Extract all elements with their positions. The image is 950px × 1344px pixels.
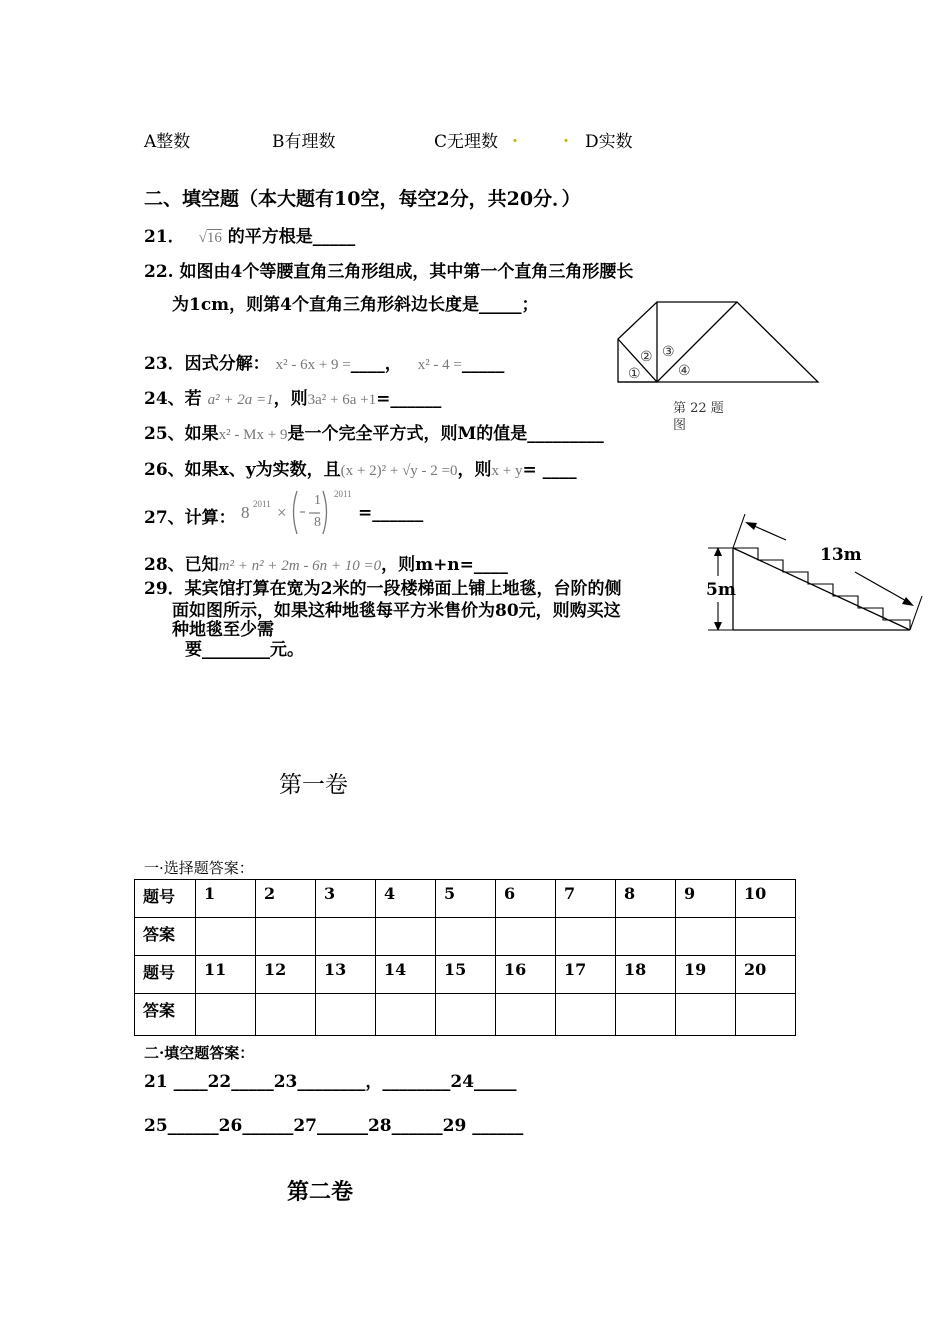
- answer-cell[interactable]: [436, 918, 496, 956]
- fraction-denominator: 8: [314, 515, 321, 530]
- section-heading: 二、填空题（本大题有10空，每空2分，共20分．）: [144, 188, 581, 210]
- answer-cell[interactable]: [256, 918, 316, 956]
- table-cell: 20: [736, 956, 796, 994]
- math-expression: x² - Mx + 9: [218, 427, 288, 443]
- question-21: [144, 222, 355, 247]
- option-d: D实数: [585, 132, 633, 152]
- question-23: [144, 349, 504, 374]
- figure-label-2: ②: [640, 349, 653, 365]
- table-cell: 13: [316, 956, 376, 994]
- fill-answers-line: 25______26______27______28______29 ______: [144, 1116, 524, 1136]
- table-row: [135, 994, 796, 1036]
- table-cell: 16: [496, 956, 556, 994]
- option-a: A整数: [144, 132, 191, 152]
- question-22-line2: 为1cm，则第4个直角三角形斜边长度是_____；: [172, 295, 539, 315]
- table-cell: 8: [616, 880, 676, 918]
- question-29-line3: 种地毯至少需: [172, 620, 274, 640]
- math-expression: (x + 2)² + √y - 2 =0: [340, 463, 458, 479]
- question-text: ，则: [457, 460, 492, 480]
- height-label: 5m: [706, 580, 736, 600]
- math-expression: x + y: [491, 463, 523, 479]
- answer-cell[interactable]: [676, 994, 736, 1036]
- answer-cell[interactable]: [736, 994, 796, 1036]
- table-cell: 10: [736, 880, 796, 918]
- table-cell: 12: [256, 956, 316, 994]
- figure-label-4: ④: [678, 363, 691, 379]
- choice-answers-label: 一·选择题答案：: [144, 859, 254, 877]
- power-exponent: 2011: [334, 489, 352, 499]
- table-cell: 14: [376, 956, 436, 994]
- question-26: [144, 455, 577, 480]
- answer-cell[interactable]: [316, 918, 376, 956]
- answer-table: [134, 879, 796, 1036]
- option-b: B有理数: [272, 132, 336, 152]
- answer-cell[interactable]: [556, 994, 616, 1036]
- fill-answers-line: 21 ____22_____23________，________24_____: [144, 1072, 517, 1092]
- staircase-figure: [700, 510, 925, 638]
- math-expression: m² + n² + 2m - 6n + 10 =0: [218, 558, 382, 574]
- question-text: 28、已知: [144, 555, 219, 575]
- table-header-cell: 答案: [135, 994, 196, 1036]
- hypotenuse-label: 13m: [820, 545, 862, 565]
- table-cell: 4: [376, 880, 436, 918]
- figure-label-1: ①: [628, 366, 641, 382]
- question-22-line1: 22. 如图由4个等腰直角三角形组成，其中第一个直角三角形腰长: [144, 262, 634, 282]
- sqrt-expression: √16: [198, 230, 222, 246]
- figure-label-3: ③: [662, 344, 675, 360]
- table-cell: 6: [496, 880, 556, 918]
- fraction-numerator: 1: [314, 493, 321, 508]
- table-header-cell: 题号: [135, 880, 196, 918]
- table-cell: 3: [316, 880, 376, 918]
- answer-cell[interactable]: [676, 918, 736, 956]
- answer-cell[interactable]: [436, 994, 496, 1036]
- answer-cell[interactable]: [736, 918, 796, 956]
- answer-cell[interactable]: [196, 994, 256, 1036]
- question-24: [144, 384, 441, 409]
- question-text: ，则: [273, 389, 308, 409]
- question-28: [144, 550, 508, 575]
- question-text: 的平方根是_____: [227, 227, 356, 247]
- math-expression: x² - 4 =: [417, 357, 462, 373]
- table-cell: 1: [196, 880, 256, 918]
- answer-blank: _____: [461, 354, 505, 374]
- table-cell: 15: [436, 956, 496, 994]
- table-cell: 2: [256, 880, 316, 918]
- paren-fraction: [289, 488, 331, 538]
- table-header-cell: 答案: [135, 918, 196, 956]
- answer-cell[interactable]: [616, 918, 676, 956]
- math-expression: 3a² + 6a +1: [307, 392, 377, 408]
- table-cell: 19: [676, 956, 736, 994]
- question-29-line4: 要________元。: [185, 640, 304, 660]
- answer-cell[interactable]: [196, 918, 256, 956]
- answer-blank: =______: [376, 389, 442, 409]
- volume-title: 第二卷: [287, 1179, 354, 1205]
- question-text: 25、如果: [144, 424, 219, 444]
- question-text: 是一个完全平方式，则M的值是_________: [287, 424, 604, 444]
- table-cell: 18: [616, 956, 676, 994]
- figure-caption: 图: [673, 418, 687, 433]
- answer-cell[interactable]: [376, 918, 436, 956]
- question-number: 21．: [144, 227, 185, 247]
- triangle-figure: [612, 298, 824, 388]
- dot-mark: .: [512, 127, 518, 147]
- fill-answers-label: 二·填空题答案：: [144, 1044, 255, 1062]
- answer-blank: = ____: [522, 460, 577, 480]
- question-text: 23．因式分解：: [144, 354, 270, 374]
- question-25: [144, 419, 604, 444]
- table-row: [135, 956, 796, 994]
- answer-blank: ，则m+n=____: [381, 555, 508, 575]
- table-header-cell: 题号: [135, 956, 196, 994]
- answer-blank: ____，: [350, 354, 402, 374]
- answer-cell[interactable]: [376, 994, 436, 1036]
- table-cell: 11: [196, 956, 256, 994]
- answer-blank: =______: [358, 503, 424, 523]
- question-text: 26、如果x、y为实数，且: [144, 460, 341, 480]
- question-text: 24、若: [144, 389, 202, 409]
- answer-cell[interactable]: [616, 994, 676, 1036]
- question-27-prefix: 27、计算：: [144, 508, 236, 528]
- answer-cell[interactable]: [256, 994, 316, 1036]
- power-exponent: 2011: [253, 499, 271, 509]
- math-expression: x² - 6x + 9 =: [275, 357, 351, 373]
- times-sign: ×: [277, 503, 287, 522]
- answer-cell[interactable]: [556, 918, 616, 956]
- table-row: [135, 918, 796, 956]
- table-cell: 7: [556, 880, 616, 918]
- volume-title: 第一卷: [279, 772, 348, 798]
- table-cell: 17: [556, 956, 616, 994]
- table-cell: 9: [676, 880, 736, 918]
- question-29-line1: 29．某宾馆打算在宽为2米的一段楼梯面上铺上地毯，台阶的侧: [144, 579, 622, 599]
- table-row: [135, 880, 796, 918]
- figure-caption: 第 22 题: [673, 401, 724, 416]
- dot-mark: .: [563, 127, 569, 147]
- answer-cell[interactable]: [496, 994, 556, 1036]
- question-29-line2: 面如图所示，如果这种地毯每平方米售价为80元，则购买这: [172, 601, 621, 621]
- answer-cell[interactable]: [316, 994, 376, 1036]
- option-c: C无理数: [434, 132, 499, 152]
- answer-cell[interactable]: [496, 918, 556, 956]
- math-expression: a² + 2a =1: [207, 392, 274, 408]
- power-base: 8: [241, 503, 250, 522]
- table-cell: 5: [436, 880, 496, 918]
